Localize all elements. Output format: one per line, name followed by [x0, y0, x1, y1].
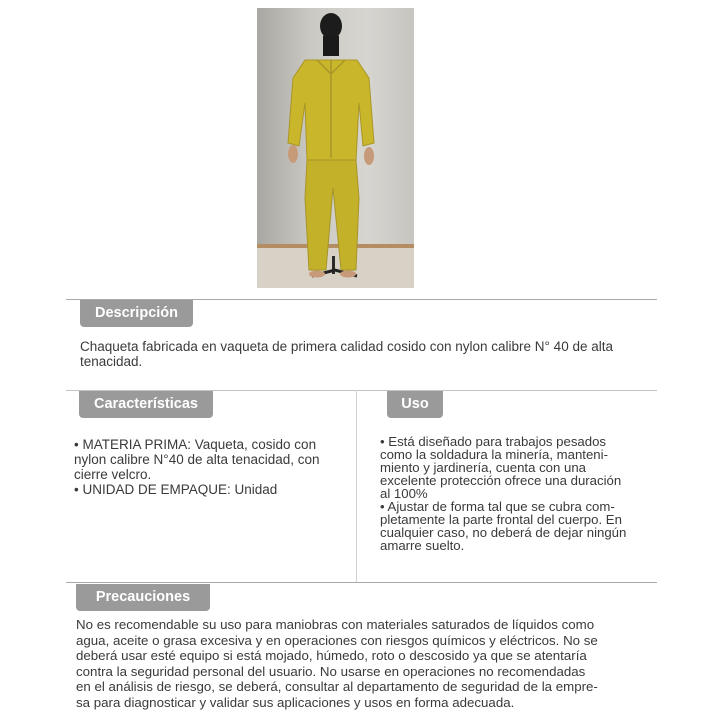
caracteristicas-text — [74, 437, 320, 497]
uso-line: pletamente la parte frontal del cuerpo. En — [380, 512, 622, 527]
column-divider — [356, 390, 357, 582]
product-photo — [257, 8, 414, 288]
uso-line: cualquier caso, no deberá de dejar ningún — [380, 525, 627, 540]
uso-text — [380, 435, 626, 552]
caracteristicas-line: • MATERIA PRIMA: Vaqueta, cosido con — [74, 437, 317, 452]
precauciones-line: sa para diagnosticar y validar sus aplicaciones y usos en forma adecuada. — [76, 694, 515, 710]
uso-line: • Está diseñado para trabajos pesados — [380, 434, 607, 449]
precauciones-line: No es recomendable su uso para maniobras con materiales saturados de líquidos como — [76, 617, 595, 632]
precauciones-line: deberá usar esté equipo si está mojado, húmedo, roto o descosido ya que se atentaría — [76, 648, 587, 664]
precauciones-line: contra la seguridad personal del usuario. No usarse en operaciones no recomendadas — [76, 663, 586, 679]
uso-line: miento y jardinería, cuenta con una — [380, 460, 586, 475]
uso-heading: Uso — [387, 391, 443, 418]
uso-line: al 100% — [380, 486, 428, 501]
precauciones-line: agua, aceite o grasa excesiva y en operaciones con riesgos químicos y eléctricos. No se — [76, 632, 598, 648]
descripcion-text — [80, 339, 613, 369]
precauciones-top-rule — [66, 582, 657, 583]
precauciones-line: en el análisis de riesgo, se deberá, consultar al departamento de seguridad de la empre- — [76, 679, 598, 695]
uso-line: excelente protección ofrece una duración — [380, 473, 622, 488]
caracteristicas-line: • UNIDAD DE EMPAQUE: Unidad — [74, 482, 278, 497]
descripcion-line: tenacidad. — [80, 354, 143, 369]
descripcion-line: Chaqueta fabricada en vaqueta de primera calidad cosido con nylon calibre N° 40 de alta — [80, 339, 613, 354]
uso-line: amarre suelto. — [380, 538, 465, 553]
uso-line: • Ajustar de forma tal que se cubra com- — [380, 499, 615, 514]
uso-line: como la soldadura la minería, manteni- — [380, 447, 608, 462]
caracteristicas-heading: Características — [79, 391, 213, 418]
suit-on-mannequin-illustration — [257, 8, 414, 288]
descripcion-heading: Descripción — [80, 300, 193, 327]
caracteristicas-line: nylon calibre N°40 de alta tenacidad, con — [74, 452, 320, 467]
precauciones-heading: Precauciones — [76, 584, 210, 611]
precauciones-text — [76, 617, 598, 711]
caracteristicas-line: cierre velcro. — [74, 467, 152, 482]
